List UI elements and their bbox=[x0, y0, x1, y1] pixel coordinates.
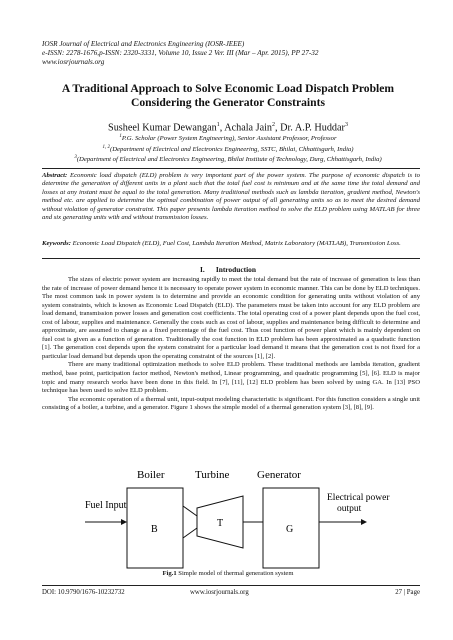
paper-title: A Traditional Approach to Solve Economic Load Dispatch Problem Considering the Generator Constraints bbox=[61, 82, 395, 109]
author-1: Susheel Kumar Dewangan bbox=[108, 122, 217, 134]
paragraph: There are many traditional optimization methods to solve ELD problem. These traditional methods are lambda iteration, gradient method, base point, participation factor method, Newton's method, Linear programming, and quadratic programming [5], [6]. ELD is major topic and many research works have been done in this field. In [7], [11], [12] ELD problem has been solved by using GA. In [13] PSO technique has been used to solve ELD problem. bbox=[42, 361, 420, 395]
caption-text: Simple model of thermal generation system bbox=[176, 570, 294, 577]
electrical-output-label: Electrical power bbox=[327, 493, 390, 503]
figure-caption bbox=[40, 570, 416, 577]
author-1-sup: 1 bbox=[216, 122, 220, 128]
body-text bbox=[42, 276, 420, 413]
turbine-box-label: T bbox=[217, 518, 224, 529]
affiliation-sstc: $^{1, 2}$(Department of Electrical and Electronics Engineering, SSTC, Bhilai, Chhattisgarh, India) bbox=[102, 144, 354, 153]
paragraph: The economic operation of a thermal unit, input-output modeling characteristic is significant. For this function considers a single unit consisting of a boiler, a turbine, and a generator. Figure 1 shows the simple model of a thermal generation system [3], [8], [9]. bbox=[42, 395, 420, 412]
affiliation-roles: $^1$P.G. Scholar (Power System Engineering), Senior Assistant Professor, Professor bbox=[119, 134, 337, 143]
fuel-input-label: Fuel Input bbox=[85, 500, 127, 511]
section-heading: I. Introduction bbox=[200, 265, 256, 274]
footer-site: www.iosrjournals.org bbox=[190, 589, 249, 596]
caption-label: Fig.1 bbox=[162, 570, 177, 577]
affiliation-bit: $^3$(Department of Electrical and Electronics Engineering, Bhilai Institute of Technology, Durg, Chhattisgarh, India) bbox=[74, 155, 382, 164]
journal-issn: e-ISSN: 2278-1676,p-ISSN: 2320-3331, Volume 10, Issue 2 Ver. III (Mar – Apr. 2015), PP 27-32 bbox=[42, 49, 319, 57]
boiler-box-label: B bbox=[151, 524, 158, 535]
output-arrowhead bbox=[361, 519, 367, 525]
author-3: , Dr. A.P. Huddar bbox=[275, 122, 345, 134]
keywords-text: Economic Load Dispatch (ELD), Fuel Cost, Lambda Iteration Method, Matrix Laboratory (MATLAB), Transmission Loss. bbox=[72, 240, 401, 247]
boiler-turbine-link bbox=[183, 506, 197, 516]
abstract-bottom-rule bbox=[42, 258, 420, 259]
author-2-sup: 2 bbox=[272, 122, 276, 128]
boiler-label: Boiler bbox=[137, 469, 165, 481]
footer-page-number: 27 | Page bbox=[395, 589, 420, 596]
affiliations bbox=[40, 133, 416, 165]
turbine-label: Turbine bbox=[195, 469, 230, 481]
journal-name: IOSR Journal of Electrical and Electronics Engineering (IOSR-JEEE) bbox=[42, 40, 245, 48]
boiler-turbine-link bbox=[183, 528, 197, 538]
journal-header bbox=[42, 40, 422, 67]
fuel-arrowhead bbox=[121, 519, 127, 525]
author-2: , Achala Jain bbox=[219, 122, 273, 134]
paragraph: The sizes of electric power system are increasing rapidly to meet the total demand but the rate of increase of generation is less than the rate of increase of power demand hence it is necessary to operate power system in economic manner. This can be done by ELD techniques. The most common task in power system is to determine and provide an economic condition for generating units without violation of any system constraints, which is known as Economic Load Dispatch (ELD). The parameters must be taken into account for any ELD problem are load demand, transmission power losses and generation cost coefficients. The total operating cost of a power plant depends upon the fuel cost, cost of labour, supplies and maintenance. Generally the costs such as cost of labour, supplies and maintenance being difficult to determine and approximate, are assumed to change as a fixed percentage of the fuel cost. Thus cost function of power plant which is mainly dependent on fuel cost is given as a function of generation. Traditionally the cost function in ELD problem has been approximated as a quadratic function [1]. The generation cost depends upon the system constraint for a particular load demand it means that the generation cost is not fixed for a particular load demand but depends upon the operating constraint of the sources [1], [2]. bbox=[42, 276, 420, 360]
thermal-generation-diagram bbox=[75, 466, 390, 578]
electrical-output-label-2: output bbox=[337, 504, 362, 514]
abstract-top-rule bbox=[42, 168, 420, 169]
abstract-label: Abstract: bbox=[42, 172, 68, 179]
journal-url: www.iosrjournals.org bbox=[42, 58, 105, 66]
abstract-text: Economic load dispatch (ELD) problem is very important part of the power system. The purpose of economic dispatch is to determine the generation of different units in a plant such that the total fuel cost is minimum and at the same time the total demand and losses at any instant must be equal to the total generation. Many traditional methods such as lambda iteration, gradient method, Newton's method etc. are applied to determine the optimal combination of power output of all generating units so as to meet the desired demand without violation of generator constraint. This paper presents lambda iteration method to solve the ELD problem using MATLAB for three and six generating units with and without transmission losses. bbox=[42, 172, 420, 222]
footer-doi: DOI: 10.9790/1676-10232732 bbox=[42, 589, 125, 596]
abstract bbox=[42, 172, 420, 222]
keywords-label: Keywords: bbox=[42, 240, 71, 247]
generator-label: Generator bbox=[257, 469, 301, 481]
author-3-sup: 3 bbox=[344, 122, 348, 128]
keywords bbox=[42, 240, 420, 248]
generator-box-label: G bbox=[286, 524, 294, 535]
footer-rule bbox=[42, 585, 420, 586]
